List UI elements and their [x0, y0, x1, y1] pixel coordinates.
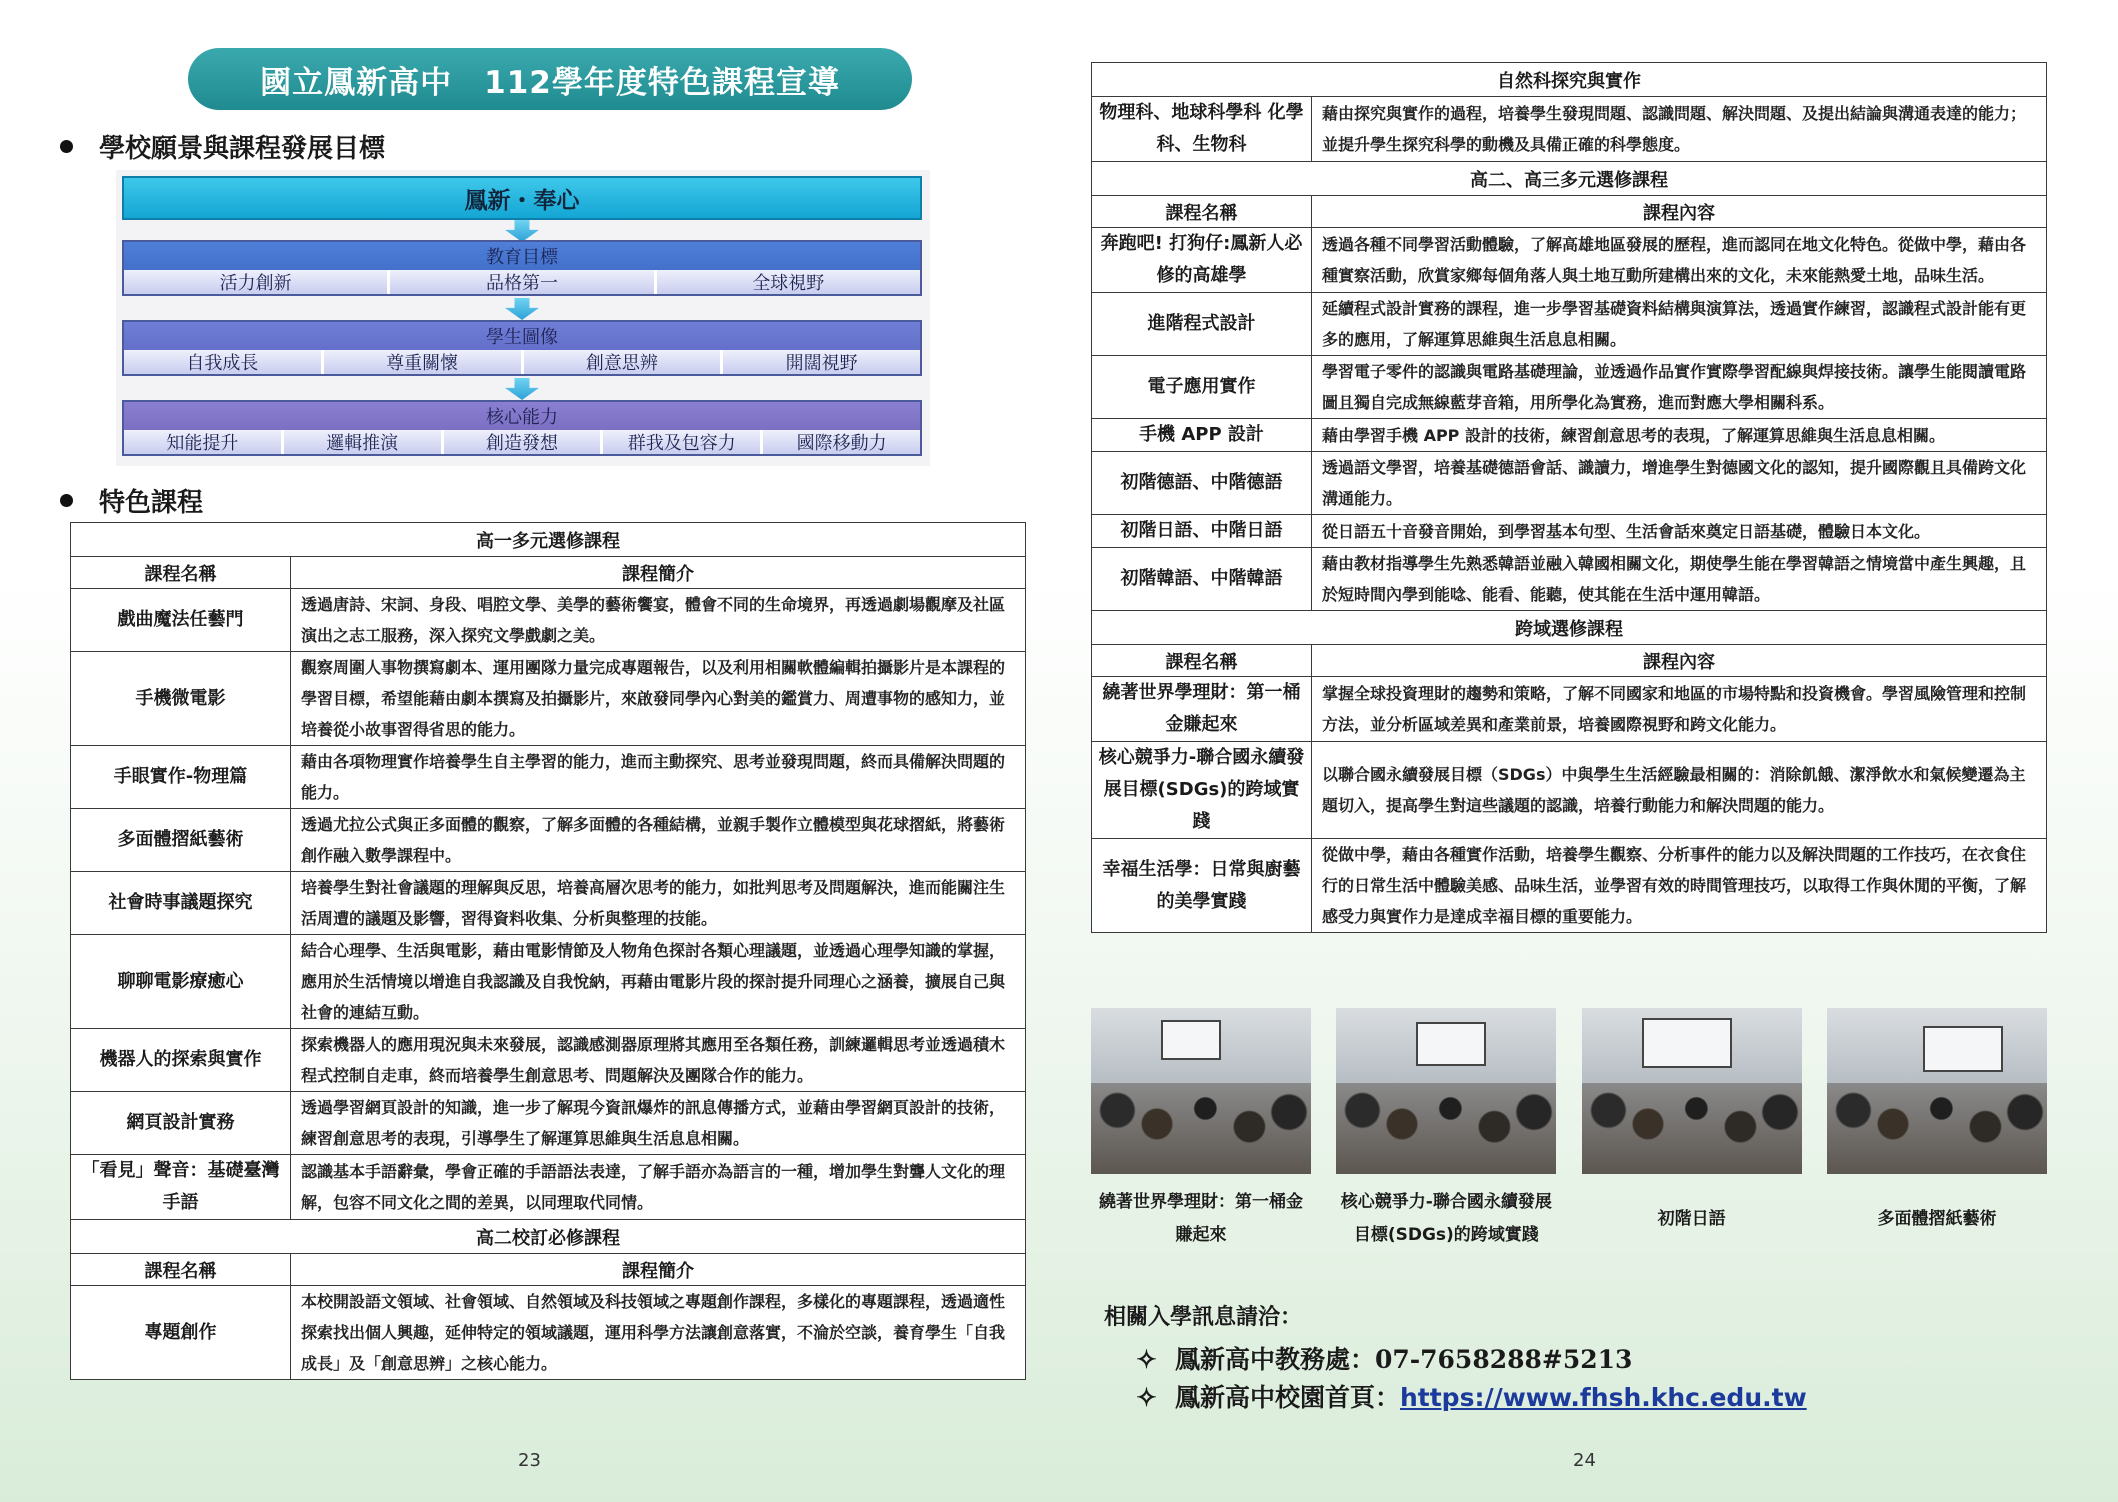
course-name: 初階德語、中階德語 [1092, 452, 1312, 515]
column-header-desc: 課程內容 [1312, 645, 2047, 677]
arrow-down-icon [505, 298, 539, 320]
page-title: 國立鳳新高中 112學年度特色課程宣導 [260, 64, 840, 101]
band-education-goals [122, 240, 922, 296]
course-desc: 藉由教材指導學生先熟悉韓語並融入韓國相關文化，期使學生能在學習韓語之情境當中產生興趣，且於短時間內學到能唸、能看、能聽，使其能在生活中運用韓語。 [1312, 548, 2047, 611]
band-item: 尊重關懷 [324, 350, 524, 374]
band-item: 活力創新 [124, 270, 390, 294]
course-name: 手機微電影 [71, 652, 291, 746]
right-page [1059, 0, 2118, 1502]
band-title: 教育目標 [486, 247, 558, 268]
band-item: 品格第一 [390, 270, 656, 294]
column-header-name: 課程名稱 [1092, 645, 1312, 677]
table-row [1092, 515, 2047, 548]
course-name: 網頁設計實務 [71, 1092, 291, 1155]
photo-caption: 多面體摺紙藝術 [1877, 1208, 1997, 1229]
course-name: 機器人的探索與實作 [71, 1029, 291, 1092]
course-desc: 透過尤拉公式與正多面體的觀察，了解多面體的各種結構，並親手製作立體模型與花球摺紙，將藝術創作融入數學課程中。 [291, 809, 1026, 872]
table-row [71, 1286, 1026, 1380]
contact-line-phone [1136, 1341, 1807, 1379]
phone-label: 鳳新高中教務處： [1174, 1345, 1375, 1374]
page-number: 23 [518, 1450, 541, 1471]
course-name: 多面體摺紙藝術 [71, 809, 291, 872]
table-row [71, 652, 1026, 746]
classroom-photo [1582, 1008, 1802, 1174]
table-row [1092, 293, 2047, 356]
table-row [1092, 452, 2047, 515]
course-desc: 結合心理學、生活與電影，藉由電影情節及人物角色探討各類心理議題，並透過心理學知識的掌握，應用於生活情境以增進自我認識及自我悅納，再藉由電影片段的探討提升同理心之涵養，擴展自己與社會的連結互動。 [291, 935, 1026, 1029]
course-desc: 透過各種不同學習活動體驗，了解高雄地區發展的歷程，進而認同在地文化特色。從做中學，藉由各種實察活動，欣賞家鄉每個角落人與土地互動所建構出來的文化，未來能熱愛土地，品味生活。 [1312, 228, 2047, 293]
page-title-banner [188, 48, 912, 110]
course-desc: 學習電子零件的認識與電路基礎理論，並透過作品實作實際學習配線與焊接技術。讓學生能閱讀電路圖且獨自完成無線藍芽音箱，用所學化為實務，進而對應大學相關科系。 [1312, 356, 2047, 419]
table-row [71, 1155, 1026, 1220]
contact-lead: 相關入學訊息請洽： [1104, 1305, 1303, 1330]
course-desc: 探索機器人的應用現況與未來發展，認識感測器原理將其應用至各類任務，訓練邏輯思考並透過積木程式控制自走車，終而培養學生創意思考、問題解決及團隊合作的能力。 [291, 1029, 1026, 1092]
table-row [71, 872, 1026, 935]
table-row [71, 1029, 1026, 1092]
bullet-icon [60, 494, 73, 507]
contact-line-website [1136, 1379, 1807, 1417]
bullet-icon [60, 140, 73, 153]
band-item: 開闊視野 [723, 350, 920, 374]
column-header-name: 課程名稱 [71, 1254, 291, 1286]
vision-diagram [116, 170, 930, 466]
photo-caption: 初階日語 [1657, 1208, 1726, 1229]
course-name: 初階日語、中階日語 [1092, 515, 1312, 548]
phone-number[interactable]: 07-7658288#5213 [1374, 1345, 1633, 1374]
right-course-table [1091, 62, 2047, 933]
course-desc: 本校開設語文領域、社會領域、自然領域及科技領域之專題創作課程，多樣化的專題課程，透過適性探索找出個人興趣，延伸特定的領域議題，運用科學方法讓創意落實，不淪於空談，養育學生「自我成長」及「創意思辨」之核心能力。 [291, 1286, 1026, 1380]
table-row [1092, 548, 2047, 611]
column-header-desc: 課程內容 [1312, 196, 2047, 228]
course-desc: 培養學生對社會議題的理解與反思，培養高層次思考的能力，如批判思考及問題解決，進而能關注生活周遭的議題及影響，習得資料收集、分析與整理的技能。 [291, 872, 1026, 935]
table-section-title: 高一多元選修課程 [71, 523, 1026, 557]
photo-strip [1091, 1008, 2047, 1174]
table-section-title: 跨域選修課程 [1092, 611, 2047, 645]
course-name: 社會時事議題探究 [71, 872, 291, 935]
table-row [71, 809, 1026, 872]
arrow-down-icon [505, 378, 539, 400]
course-name: 進階程式設計 [1092, 293, 1312, 356]
table-section-title: 高二校訂必修課程 [71, 1220, 1026, 1254]
course-name: 聊聊電影療癒心 [71, 935, 291, 1029]
course-name: 物理科、地球科學科 化學科、生物科 [1092, 97, 1312, 162]
band-item: 邏輯推演 [284, 430, 444, 454]
column-header-desc: 課程簡介 [291, 1254, 1026, 1286]
band-student-profile [122, 320, 922, 376]
column-header-name: 課程名稱 [1092, 196, 1312, 228]
course-name: 繞著世界學理財：第一桶金賺起來 [1092, 677, 1312, 742]
featured-heading [60, 482, 203, 519]
band-title: 學生圖像 [486, 327, 558, 348]
table-row [1092, 419, 2047, 452]
sparkle-icon: ✧ [1136, 1383, 1157, 1412]
table-row [71, 746, 1026, 809]
classroom-photo [1336, 1008, 1556, 1174]
course-name: 手眼實作-物理篇 [71, 746, 291, 809]
course-name: 戲曲魔法任藝門 [71, 589, 291, 652]
band-core-competencies [122, 400, 922, 456]
course-desc: 認識基本手語辭彙，學會正確的手語語法表達，了解手語亦為語言的一種，增加學生對聾人文化的理解，包容不同文化之間的差異，以同理取代同情。 [291, 1155, 1026, 1220]
column-header-name: 課程名稱 [71, 557, 291, 589]
course-desc: 透過唐詩、宋詞、身段、唱腔文學、美學的藝術饗宴，體會不同的生命境界，再透過劇場觀摩及社區演出之志工服務，深入探究文學戲劇之美。 [291, 589, 1026, 652]
table-row [1092, 839, 2047, 933]
course-desc: 藉由各項物理實作培養學生自主學習的能力，進而主動探究、思考並發現問題，終而具備解決問題的能力。 [291, 746, 1026, 809]
table-row [71, 589, 1026, 652]
table-section-title: 高二、高三多元選修課程 [1092, 162, 2047, 196]
course-name: 奔跑吧! 打狗仔:鳳新人必修的高雄學 [1092, 228, 1312, 293]
vision-heading [60, 128, 385, 165]
course-desc: 延續程式設計實務的課程，進一步學習基礎資料結構與演算法，透過實作練習，認識程式設計能有更多的應用，了解運算思維與生活息息相關。 [1312, 293, 2047, 356]
table-row [1092, 228, 2047, 293]
table-row [1092, 356, 2047, 419]
course-desc: 從日語五十音發音開始，到學習基本句型、生活會話來奠定日語基礎，體驗日本文化。 [1312, 515, 2047, 548]
course-name: 專題創作 [71, 1286, 291, 1380]
band-item: 創意思辨 [524, 350, 724, 374]
table-row [71, 1092, 1026, 1155]
arrow-down-icon [505, 220, 539, 242]
course-name: 初階韓語、中階韓語 [1092, 548, 1312, 611]
course-desc: 藉由學習手機 APP 設計的技術，練習創意思考的表現，了解運算思維與生活息息相關。 [1312, 419, 2047, 452]
course-name: 手機 APP 設計 [1092, 419, 1312, 452]
band-item: 群我及包容力 [603, 430, 763, 454]
band-item: 知能提升 [124, 430, 284, 454]
contact-info [1104, 1300, 1807, 1417]
course-desc: 透過語文學習，培養基礎德語會話、識讀力，增進學生對德國文化的認知，提升國際觀且具備跨文化溝通能力。 [1312, 452, 2047, 515]
band-item: 創造發想 [444, 430, 604, 454]
course-name: 電子應用實作 [1092, 356, 1312, 419]
course-name: 核心競爭力-聯合國永續發展目標(SDGs)的跨域實踐 [1092, 742, 1312, 839]
band-item: 國際移動力 [763, 430, 920, 454]
page-number: 24 [1573, 1450, 1596, 1471]
table-row [1092, 97, 2047, 162]
left-course-table [70, 522, 1026, 1380]
photo-captions [1091, 1186, 2047, 1252]
school-motto: 鳳新・奉心 [122, 176, 922, 220]
band-item: 自我成長 [124, 350, 324, 374]
course-desc: 藉由探究與實作的過程，培養學生發現問題、認識問題、解決問題、及提出結論與溝通表達的能力；並提升學生探究科學的動機及具備正確的科學態度。 [1312, 97, 2047, 162]
course-desc: 透過學習網頁設計的知識，進一步了解現今資訊爆炸的訊息傳播方式，並藉由學習網頁設計的技術，練習創意思考的表現，引導學生了解運算思維與生活息息相關。 [291, 1092, 1026, 1155]
band-title: 核心能力 [486, 407, 558, 428]
course-desc: 以聯合國永續發展目標（SDGs）中與學生生活經驗最相關的：消除飢餓、潔淨飲水和氣候變遷為主題切入，提高學生對這些議題的認識，培養行動能力和解決問題的能力。 [1312, 742, 2047, 839]
column-header-desc: 課程簡介 [291, 557, 1026, 589]
classroom-photo [1091, 1008, 1311, 1174]
course-desc: 掌握全球投資理財的趨勢和策略，了解不同國家和地區的市場特點和投資機會。學習風險管理和控制方法，並分析區域差異和產業前景，培養國際視野和跨文化能力。 [1312, 677, 2047, 742]
course-desc: 觀察周圍人事物撰寫劇本、運用團隊力量完成專題報告，以及利用相關軟體編輯拍攝影片是本課程的學習目標，希望能藉由劇本撰寫及拍攝影片，來啟發同學內心對美的鑑賞力、周遭事物的感知力，並培養從小故事習得省思的能力。 [291, 652, 1026, 746]
course-name: 幸福生活學：日常與廚藝的美學實踐 [1092, 839, 1312, 933]
course-name: 「看見」聲音：基礎臺灣手語 [71, 1155, 291, 1220]
table-row [71, 935, 1026, 1029]
table-row [1092, 677, 2047, 742]
table-row [1092, 742, 2047, 839]
featured-heading-text: 特色課程 [99, 488, 204, 518]
table-section-title: 自然科探究與實作 [1092, 63, 2047, 97]
vision-heading-text: 學校願景與課程發展目標 [99, 134, 386, 164]
website-link[interactable]: https://www.fhsh.khc.edu.tw [1399, 1383, 1807, 1412]
course-desc: 從做中學，藉由各種實作活動，培養學生觀察、分析事件的能力以及解決問題的工作技巧，在衣食住行的日常生活中體驗美感、品味生活，並學習有效的時間管理技巧，以取得工作與休閒的平衡，了解感受力與實作力是達成幸福目標的重要能力。 [1312, 839, 2047, 933]
classroom-photo [1827, 1008, 2047, 1174]
band-item: 全球視野 [657, 270, 920, 294]
photo-caption: 核心競爭力-聯合國永續發展目標(SDGs)的跨域實踐 [1340, 1192, 1552, 1245]
website-label: 鳳新高中校園首頁： [1174, 1383, 1400, 1412]
sparkle-icon: ✧ [1136, 1345, 1157, 1374]
photo-caption: 繞著世界學理財：第一桶金賺起來 [1099, 1192, 1303, 1245]
